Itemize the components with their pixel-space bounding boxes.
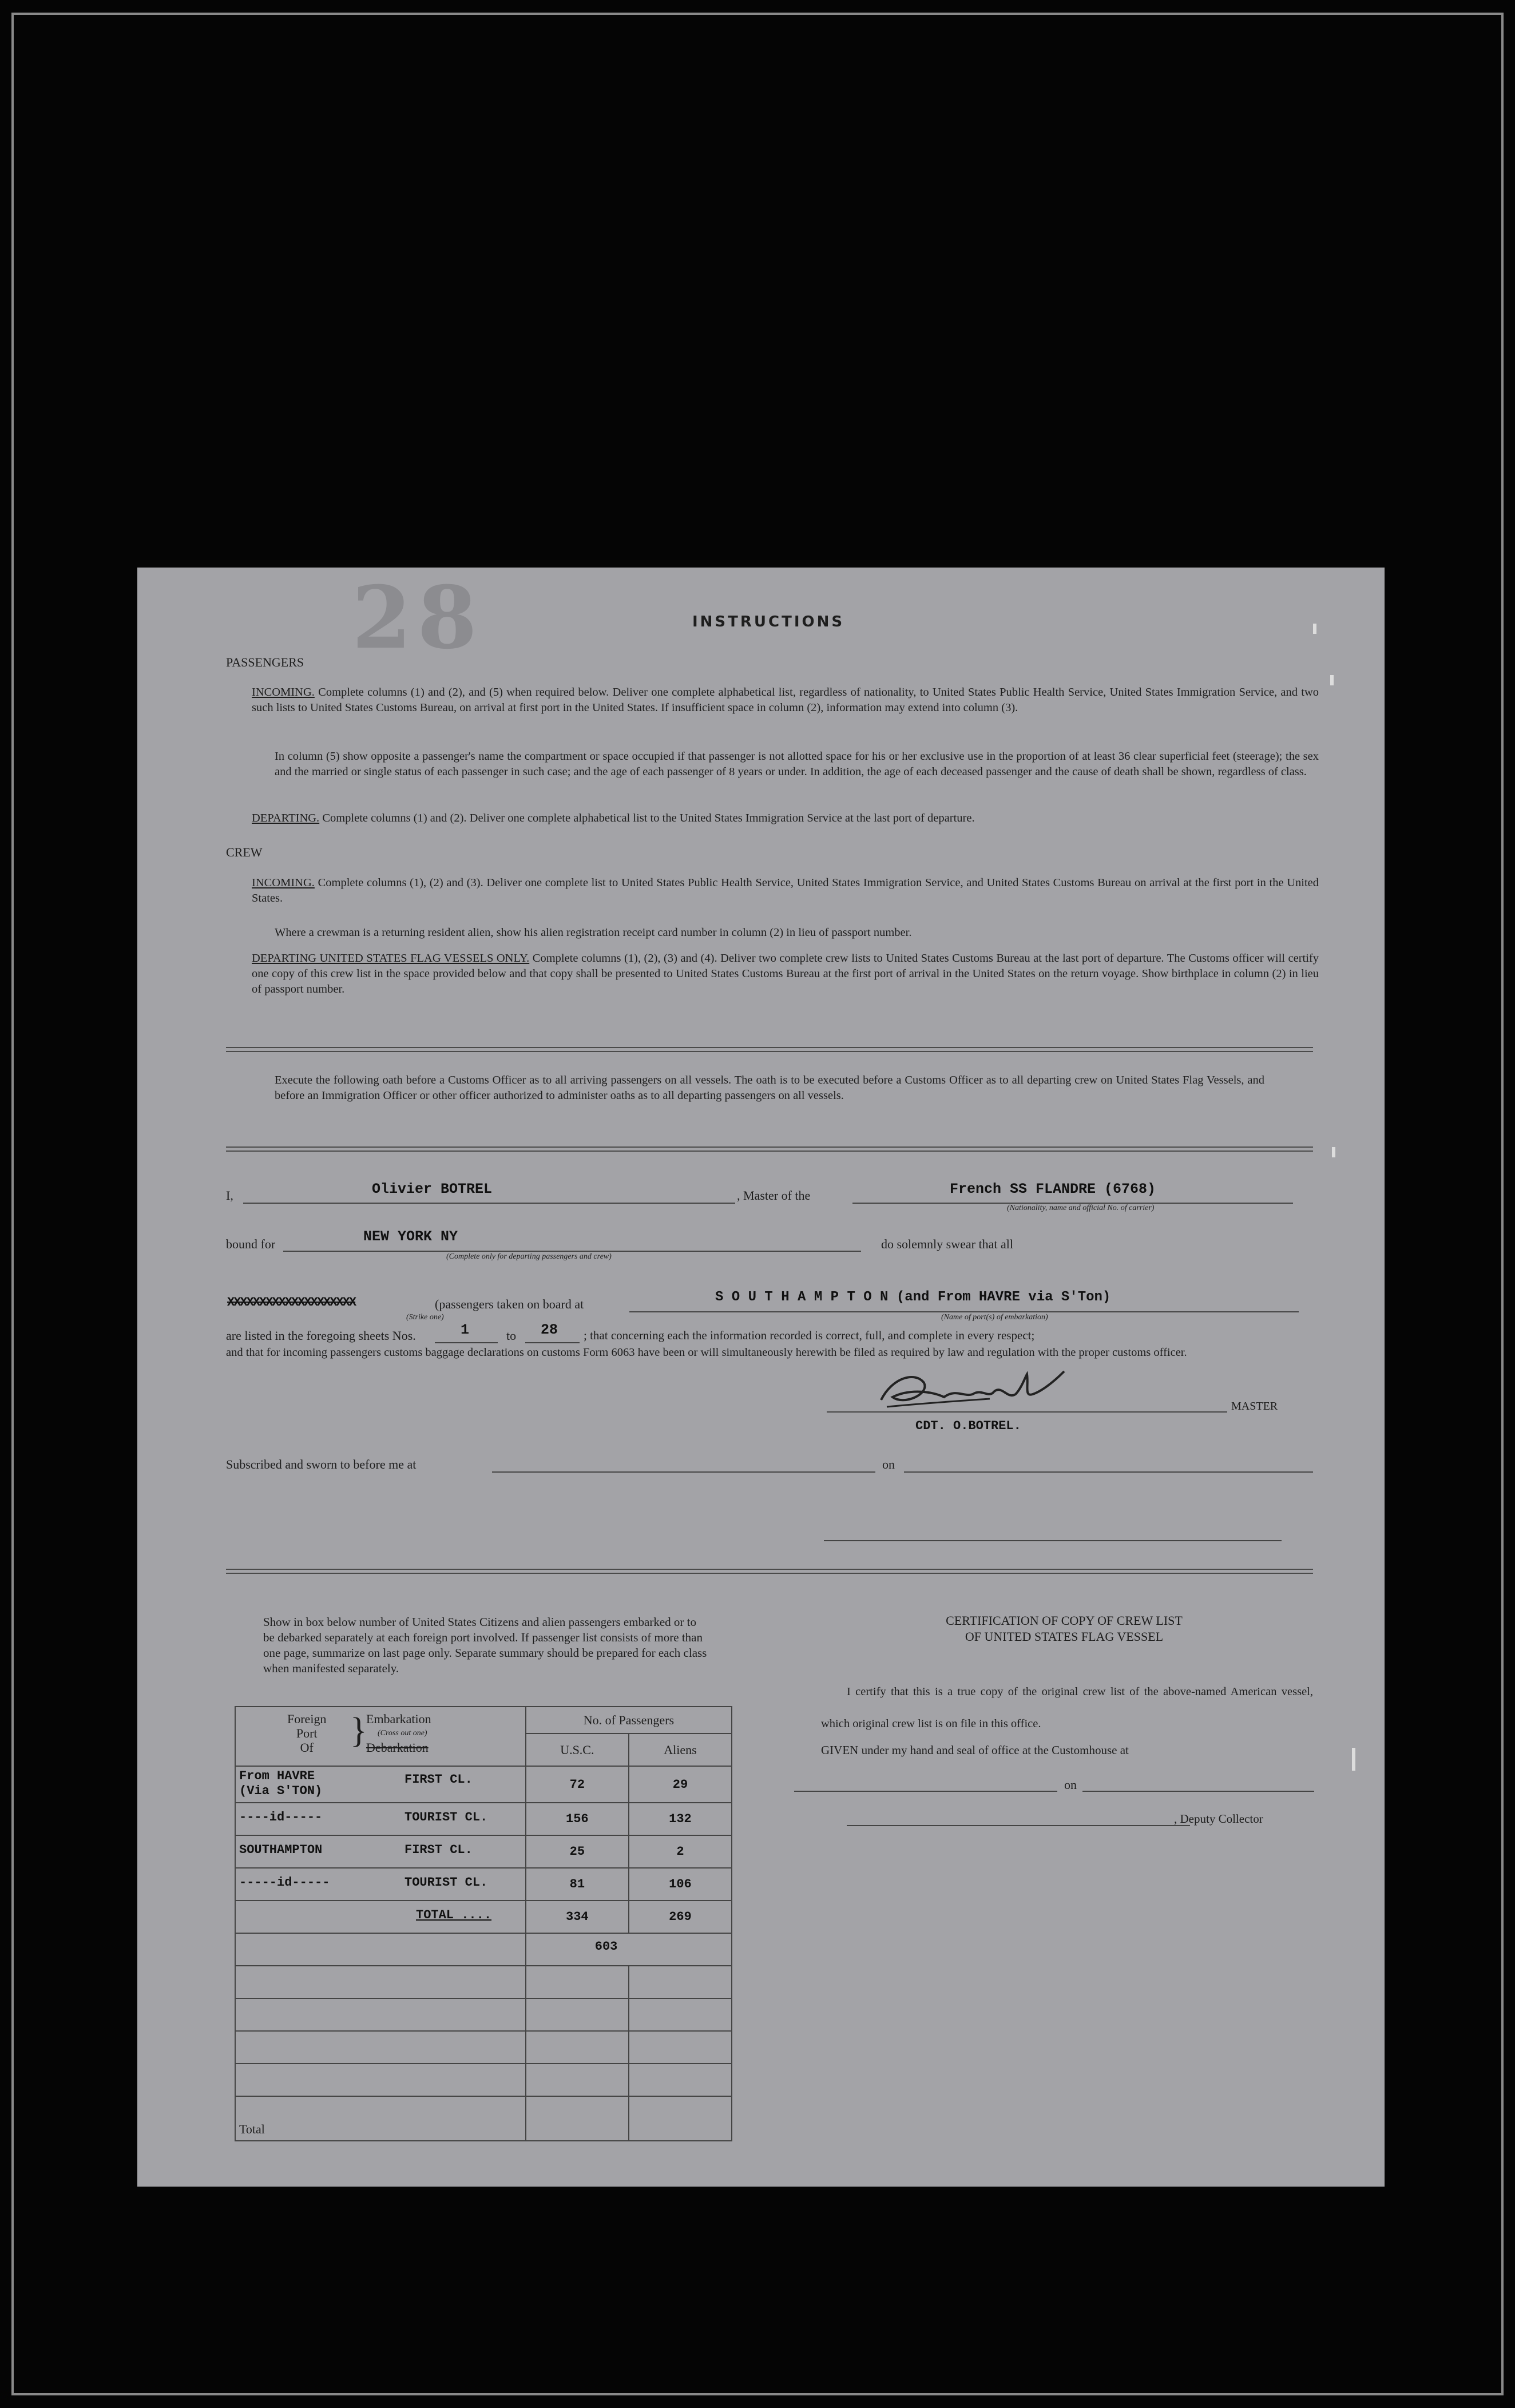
crew-departing-label: DEPARTING UNITED STATES FLAG VESSELS ONLY. — [252, 952, 530, 965]
certification-title-1: CERTIFICATION OF COPY OF CREW LIST — [946, 1613, 1183, 1628]
oath-i-label: I, — [226, 1188, 233, 1203]
certification-text: I certify that this is a true copy of the original crew list of the above-named American vessel, which original crew list is on file in this office. — [821, 1685, 1313, 1730]
summary-port-cell — [235, 1868, 526, 1901]
vessel-name: French SS FLANDRE (6768) — [950, 1181, 1156, 1197]
total-label: Total — [235, 2096, 526, 2141]
col-of: Of — [300, 1740, 314, 1755]
summary-total-label-cell — [235, 1901, 526, 1933]
master-signature-line — [827, 1411, 1227, 1413]
deputy-collector-label: , Deputy Collector — [1174, 1812, 1263, 1826]
empty-cell — [629, 1966, 732, 1998]
crew-heading: CREW — [226, 845, 263, 859]
summary-empty-row — [235, 1966, 732, 1998]
crew-departing-text: Complete columns (1), (2), (3) and (4). Deliver two complete crew lists to United States Customs Bureau at the last port of departure. The Customs officer will certify one copy of this crew list in the space provided below and that copy shall be presented to United States Customs Bureau at the first port of arrival in the United States on the return voyage. Show birthplace in column (2) in lieu of passport number. — [252, 952, 1319, 995]
sheets-label: are listed in the foregoing sheets Nos. — [226, 1328, 416, 1343]
subscribed-place-line — [492, 1471, 875, 1473]
bound-label: bound for — [226, 1237, 276, 1251]
col-debarkation-struck: Debarkation — [366, 1740, 429, 1755]
total-aliens: 269 — [629, 1901, 732, 1933]
divider-2 — [226, 1147, 1313, 1152]
empty-cell — [526, 2064, 629, 2096]
certification-title-2: OF UNITED STATES FLAG VESSEL — [965, 1629, 1164, 1644]
empty-cell — [235, 2064, 526, 2096]
row-aliens: 2 — [629, 1835, 732, 1868]
empty-cell — [526, 1966, 629, 1998]
summary-empty-row — [235, 2031, 732, 2064]
row-class: FIRST CL. — [404, 1843, 473, 1857]
port-line — [629, 1311, 1299, 1312]
certification-on-label: on — [1064, 1778, 1077, 1792]
summary-empty-row — [235, 2064, 732, 2096]
passenger-summary-table — [235, 1706, 732, 2141]
grand-total: 603 — [594, 1939, 618, 1954]
row-usc: 72 — [526, 1766, 629, 1803]
bound-caption: (Complete only for departing passengers and crew) — [446, 1252, 612, 1261]
col-no-passengers: No. of Passengers — [526, 1707, 732, 1733]
bound-for: NEW YORK NY — [363, 1228, 458, 1245]
row-port-2: (Via S'TON) — [239, 1784, 323, 1798]
summary-port-cell — [235, 1803, 526, 1835]
summary-header-row — [235, 1707, 732, 1733]
passengers-column5-text: In column (5) show opposite a passenger's name the compartment or space occupied if that passenger is not allotted space for his or her exclusive use in the proportion of at least 36 clear superficial feet (steerage); the sex and the married or single status of each passenger in such case; and the age of each passenger of 8 years or under. In addition, the age of each deceased passenger and the cause of death shall be shown, regardless of class. — [275, 750, 1319, 778]
sheet-to-line — [525, 1342, 580, 1343]
row-usc: 25 — [526, 1835, 629, 1868]
passengers-heading: PASSENGERS — [226, 655, 304, 669]
frame-border-left — [11, 13, 14, 2395]
certification-given: GIVEN under my hand and seal of office at the Customhouse at — [821, 1743, 1129, 1757]
empty-cell — [526, 2031, 629, 2064]
summary-row — [235, 1835, 732, 1868]
strike-caption: (Strike one) — [406, 1313, 444, 1322]
deputy-collector-line — [847, 1825, 1190, 1826]
row-class: FIRST CL. — [404, 1772, 473, 1787]
brace-icon: } — [350, 1711, 367, 1750]
document-sheet — [137, 568, 1385, 2187]
concerning-text: ; that concerning each the information recorded is correct, full, and complete in every respect; — [584, 1328, 1035, 1342]
summary-grand-total-row — [235, 1933, 732, 1966]
master-of-label: , Master of the — [737, 1188, 811, 1203]
master-name: Olivier BOTREL — [372, 1181, 493, 1197]
row-port: From HAVRE — [239, 1769, 315, 1783]
row-usc: 156 — [526, 1803, 629, 1835]
row-class: TOURIST CL. — [404, 1810, 488, 1824]
summary-empty-row — [235, 1998, 732, 2031]
col-cross-out: (Cross out one) — [378, 1729, 427, 1737]
divider-1 — [226, 1047, 1313, 1052]
summary-row — [235, 1766, 732, 1803]
edge-mark — [1352, 1748, 1355, 1771]
empty-cell — [629, 2064, 732, 2096]
summary-port-header — [235, 1707, 526, 1766]
empty-cell — [629, 1998, 732, 2031]
struck-crew-text: XXXXXXXXXXXXXXXXXXXX — [227, 1295, 356, 1310]
signature-typed: CDT. O.BOTREL. — [915, 1419, 1021, 1433]
summary-port-cell — [235, 1835, 526, 1868]
sheet-to: 28 — [541, 1322, 558, 1338]
empty-cell — [526, 2096, 629, 2141]
col-usc: U.S.C. — [526, 1733, 629, 1766]
customs-text: and that for incoming passengers customs baggage declarations on customs Form 6063 have been or will simultaneously herewith be filed as required by law and regulation with the proper customs officer. — [226, 1346, 1187, 1359]
col-aliens: Aliens — [629, 1733, 732, 1766]
col-foreign: Foreign — [287, 1712, 327, 1726]
col-port: Port — [296, 1726, 318, 1740]
passengers-departing-text: Complete columns (1) and (2). Deliver one complete alphabetical list to the United States Immigration Service at the last port of departure. — [322, 812, 975, 824]
crew-incoming-text: Complete columns (1), (2) and (3). Deliver one complete list to United States Public Health Service, United States Immigration Service, and United States Customs Bureau on arrival at the first port in the United States. — [252, 876, 1319, 905]
master-signature — [870, 1366, 1076, 1417]
passengers-incoming-text: Complete columns (1) and (2), and (5) when required below. Deliver one complete alphabetical list, regardless of nationality, to United States Public Health Service, United States Immigration Service, and two such lists to United States Customs Bureau, on arrival at first port in the United States. If insufficient space in column (2), information may extend into column (3). — [252, 686, 1319, 714]
master-name-line — [243, 1203, 735, 1204]
passengers-incoming-label: INCOMING. — [252, 686, 315, 699]
edge-mark — [1332, 1147, 1335, 1157]
edge-mark — [1313, 624, 1316, 634]
subscribed-date-line — [904, 1471, 1313, 1473]
empty-cell — [235, 2031, 526, 2064]
passengers-departing-label: DEPARTING. — [252, 812, 320, 824]
empty-cell — [235, 1933, 526, 1966]
embarkation-port: S O U T H A M P T O N (and From HAVRE via S'Ton) — [715, 1290, 1111, 1305]
swear-label: do solemnly swear that all — [881, 1237, 1013, 1251]
grand-total-cell — [526, 1933, 732, 1966]
divider-3 — [226, 1569, 1313, 1574]
summary-intro: Show in box below number of United States Citizens and alien passengers embarked or to be debarked separately at each foreign port involved. If passenger list consists of more than one page, summarize on last page only. Separate summary should be prepared for each class when manifested separately. — [263, 1615, 707, 1675]
row-port: ----id----- — [239, 1810, 323, 1824]
crew-incoming — [252, 875, 1319, 906]
sheet-from-line — [435, 1342, 498, 1343]
bound-line — [283, 1251, 861, 1252]
frame-border-bottom — [11, 2393, 1504, 2395]
edge-mark — [1330, 675, 1334, 685]
sheet-number: 28 — [352, 568, 483, 668]
summary-total-row — [235, 1901, 732, 1933]
officer-signature-line — [824, 1540, 1282, 1541]
crew-resident-text: Where a crewman is a returning resident alien, show his alien registration receipt card number in column (2) in lieu of passport number. — [275, 926, 912, 939]
passengers-departing — [252, 811, 1319, 826]
row-aliens: 132 — [629, 1803, 732, 1835]
port-caption: (Name of port(s) of embarkation) — [941, 1313, 1048, 1322]
page-title: INSTRUCTIONS — [692, 613, 845, 630]
sheet-from: 1 — [461, 1322, 470, 1338]
summary-row — [235, 1803, 732, 1835]
frame-border-right — [1501, 13, 1504, 2395]
empty-cell — [235, 1966, 526, 1998]
vessel-caption: (Nationality, name and official No. of carrier) — [1007, 1204, 1155, 1212]
row-port: -----id----- — [239, 1875, 330, 1890]
empty-cell — [235, 1998, 526, 2031]
empty-cell — [629, 2031, 732, 2064]
master-label: MASTER — [1231, 1400, 1278, 1413]
customhouse-line — [794, 1791, 1057, 1792]
summary-row — [235, 1868, 732, 1901]
to-label: to — [506, 1328, 517, 1343]
certification-date-line — [1082, 1791, 1314, 1792]
row-aliens: 29 — [629, 1766, 732, 1803]
total-usc: 334 — [526, 1901, 629, 1933]
empty-cell — [526, 1998, 629, 2031]
passengers-incoming — [252, 685, 1319, 716]
empty-cell — [629, 2096, 732, 2141]
row-port: SOUTHAMPTON — [239, 1843, 323, 1857]
summary-port-cell — [235, 1766, 526, 1803]
row-class: TOURIST CL. — [404, 1875, 488, 1890]
row-total-label: TOTAL .... — [416, 1908, 492, 1922]
oath-instruction: Execute the following oath before a Customs Officer as to all arriving passengers on all vessels. The oath is to be executed before a Customs Officer as to all departing crew on United States Flag Vessels, and before an Immigration Officer or other officer authorized to administer oaths as to all departing passengers on all vessels. — [275, 1074, 1264, 1102]
col-embarkation: Embarkation — [366, 1712, 431, 1726]
subscribed-on-label: on — [882, 1457, 895, 1471]
frame-border-top — [11, 13, 1504, 15]
crew-incoming-label: INCOMING. — [252, 876, 315, 889]
crew-departing — [252, 951, 1319, 997]
subscribed-label: Subscribed and sworn to before me at — [226, 1457, 417, 1471]
row-aliens: 106 — [629, 1868, 732, 1901]
taken-label: (passengers taken on board at — [435, 1297, 584, 1311]
row-usc: 81 — [526, 1868, 629, 1901]
summary-final-row — [235, 2096, 732, 2141]
